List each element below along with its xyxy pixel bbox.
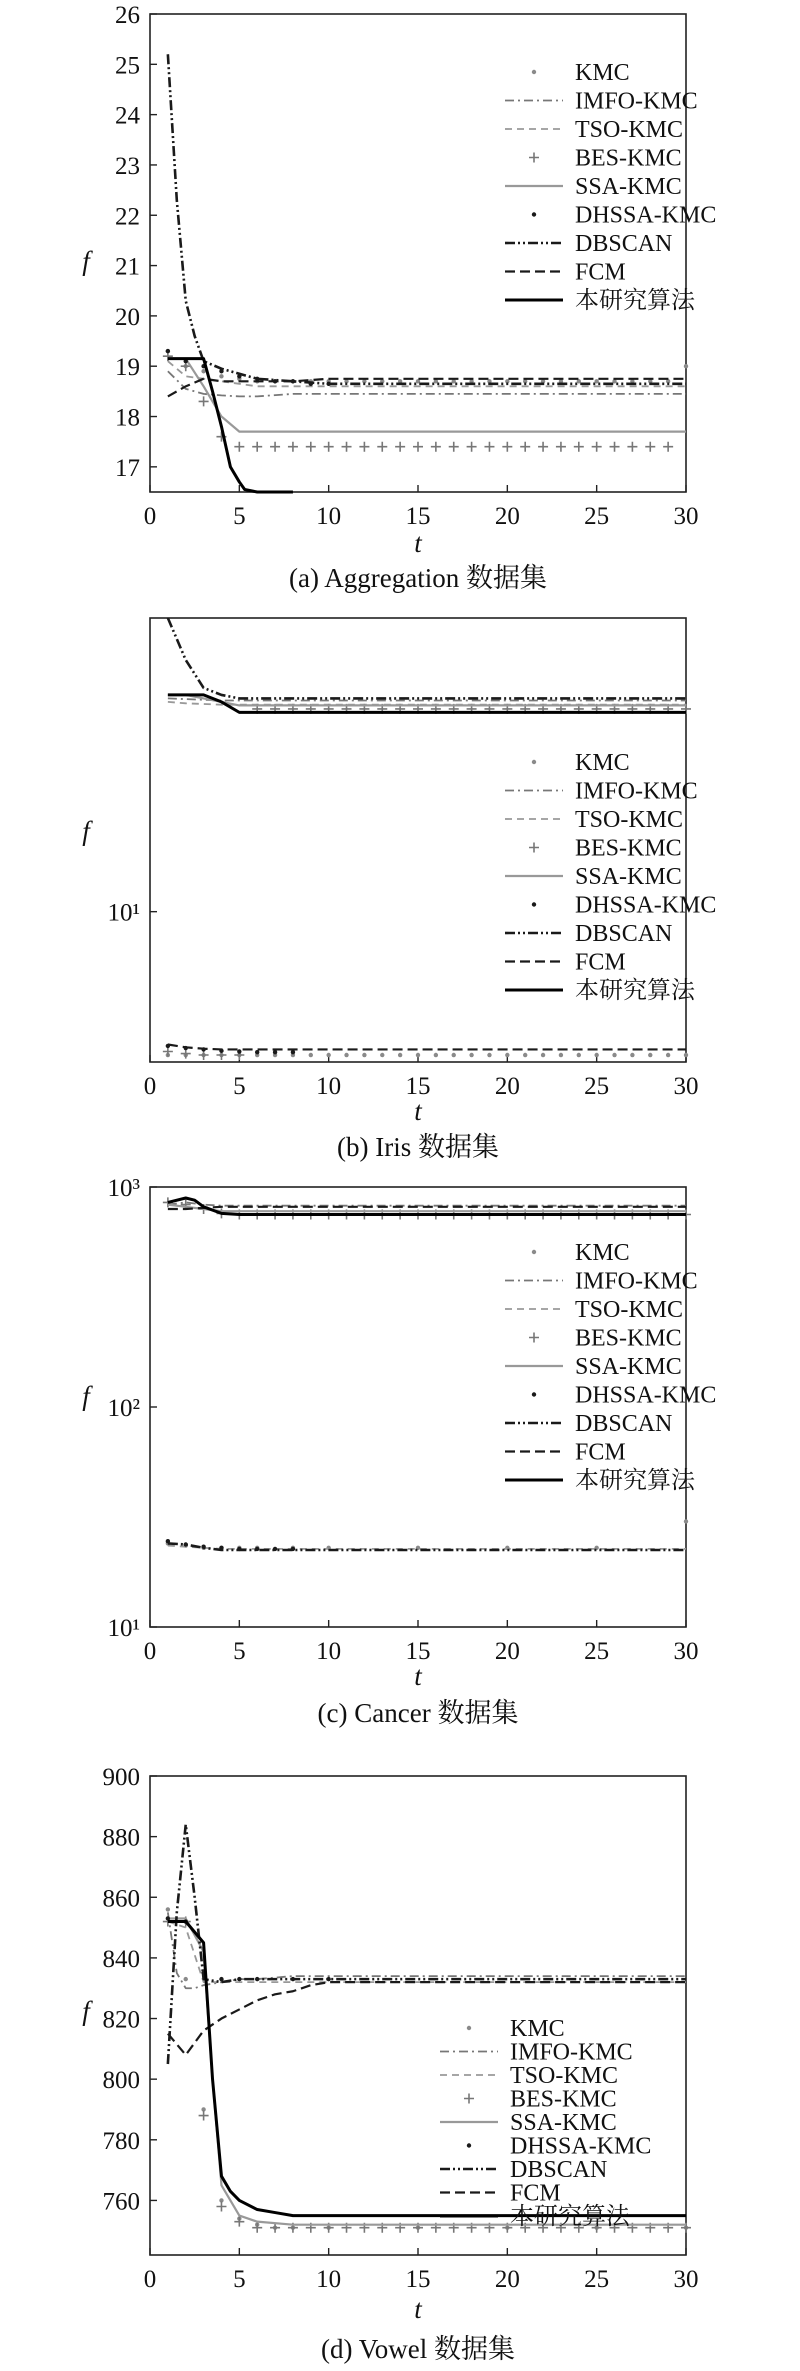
- data-point-bes-kmc: [216, 2201, 226, 2211]
- legend-label: FCM: [575, 259, 626, 286]
- series-kmc: [166, 1519, 689, 1550]
- series-line-tso-kmc: [168, 702, 686, 705]
- y-tick-label: 25: [115, 52, 140, 80]
- legend-label: IMFO-KMC: [510, 2039, 633, 2066]
- data-point-kmc: [434, 1053, 438, 1057]
- x-tick-label: 5: [233, 1638, 246, 1665]
- x-tick-label: 5: [233, 503, 246, 530]
- data-point-kmc: [541, 1053, 545, 1057]
- legend-marker: [532, 70, 536, 74]
- y-tick-label: 22: [115, 203, 140, 231]
- series-imfo-kmc: [168, 1912, 686, 1988]
- x-tick-label: 25: [584, 1638, 610, 1665]
- x-tick-label: 10: [316, 2266, 342, 2293]
- data-point-dhssa-kmc: [237, 1049, 241, 1053]
- x-tick-label: 30: [673, 2266, 699, 2293]
- x-axis-label: t: [414, 1661, 422, 1691]
- legend-item-imfo-kmc: [505, 1269, 698, 1295]
- x-tick-label: 15: [405, 503, 431, 530]
- data-point-bes-kmc: [449, 442, 459, 452]
- y-tick-label: 10¹: [107, 899, 140, 927]
- series-bes-kmc: [163, 1197, 691, 1219]
- legend-item-kmc: [467, 2016, 565, 2042]
- data-point-kmc: [577, 1053, 581, 1057]
- data-point-bes-kmc: [306, 442, 316, 452]
- legend-marker: [467, 2026, 471, 2030]
- legend-item-tso-kmc: [505, 117, 683, 143]
- legend-label: IMFO-KMC: [575, 778, 698, 805]
- data-point-bes-kmc: [538, 442, 548, 452]
- x-axis-label: t: [414, 2294, 422, 2324]
- legend-item-dhssa-kmc: [532, 203, 717, 229]
- series-line-tso-kmc: [168, 1546, 686, 1549]
- legend-item-dbscan: [440, 2157, 607, 2183]
- data-point-bes-kmc: [324, 442, 334, 452]
- legend-marker: [532, 1250, 536, 1254]
- legend-label: SSA-KMC: [575, 174, 682, 200]
- data-point-dhssa-kmc: [166, 349, 170, 353]
- panel-caption: (b) Iris 数据集: [337, 1132, 499, 1162]
- data-point-dhssa-kmc: [255, 1050, 259, 1054]
- legend-item-fcm: [505, 1440, 626, 1466]
- data-point-kmc: [184, 1977, 188, 1981]
- y-tick-label: 10²: [107, 1395, 140, 1422]
- legend-label: 本研究算法: [575, 288, 695, 314]
- legend-label: KMC: [510, 2016, 565, 2042]
- data-point-bes-kmc: [556, 442, 566, 452]
- y-tick-label: 860: [102, 1885, 140, 1913]
- panel-caption: (c) Cancer 数据集: [317, 1698, 519, 1728]
- x-tick-label: 25: [584, 2266, 610, 2293]
- legend: [440, 2016, 651, 2230]
- data-point-bes-kmc: [199, 2111, 209, 2121]
- legend-item-imfo-kmc: [505, 89, 698, 115]
- x-tick-label: 20: [494, 1638, 520, 1665]
- series-layer: [163, 1825, 691, 2233]
- data-point-kmc: [326, 1053, 330, 1057]
- legend-label: DHSSA-KMC: [510, 2133, 652, 2160]
- data-point-kmc: [505, 1053, 509, 1057]
- legend-item-ssa-kmc: [505, 1354, 682, 1380]
- x-tick-label: 15: [405, 1638, 431, 1665]
- data-point-bes-kmc: [645, 442, 655, 452]
- data-point-kmc: [362, 1053, 366, 1057]
- data-point-bes-kmc: [270, 442, 280, 452]
- x-tick-label: 0: [143, 503, 157, 530]
- legend-item-proposed-algorithm: [505, 1467, 696, 1494]
- legend-label: BES-KMC: [510, 2086, 617, 2113]
- legend-item-dhssa-kmc: [467, 2134, 652, 2160]
- legend-label: 本研究算法: [575, 978, 695, 1004]
- y-tick-label: 880: [102, 1824, 140, 1852]
- data-point-kmc: [166, 1907, 170, 1911]
- series-line-fcm: [168, 1045, 686, 1050]
- legend-item-kmc: [532, 1240, 630, 1266]
- plot-area-border: [150, 1776, 686, 2255]
- data-point-kmc: [648, 1053, 652, 1057]
- legend-item-bes-kmc: [464, 2087, 617, 2113]
- legend-item-proposed-algorithm: [505, 287, 696, 314]
- legend-item-kmc: [532, 60, 630, 86]
- legend-item-bes-kmc: [529, 146, 682, 172]
- data-point-bes-kmc: [413, 442, 423, 452]
- legend-label: DHSSA-KMC: [575, 892, 717, 919]
- y-tick-label: 26: [115, 2, 140, 29]
- data-point-dhssa-kmc: [273, 1050, 277, 1054]
- legend-label: KMC: [575, 1240, 630, 1266]
- legend-label: TSO-KMC: [575, 1297, 684, 1323]
- y-tick-label: 24: [115, 102, 140, 130]
- series-fcm: [168, 1207, 686, 1209]
- series-line-fcm: [168, 1207, 686, 1209]
- series-tso-kmc: [168, 1546, 686, 1549]
- legend-item-ssa-kmc: [505, 174, 682, 200]
- x-tick-label: 20: [494, 1073, 520, 1100]
- y-tick-label: 800: [102, 2067, 140, 2095]
- legend-marker: [464, 2094, 474, 2104]
- legend-label: 本研究算法: [575, 1468, 695, 1494]
- series-imfo-kmc: [168, 1202, 686, 1205]
- series-bes-kmc: [163, 351, 673, 452]
- data-point-kmc: [559, 1053, 563, 1057]
- series-line-dbscan: [168, 1543, 686, 1550]
- legend-item-fcm: [505, 950, 626, 976]
- data-point-bes-kmc: [252, 2223, 262, 2233]
- legend-item-tso-kmc: [505, 1297, 683, 1323]
- legend-label: KMC: [575, 60, 630, 86]
- y-tick-label: 23: [115, 152, 140, 180]
- data-point-bes-kmc: [199, 396, 209, 406]
- x-tick-label: 30: [673, 1073, 699, 1100]
- legend-label: FCM: [575, 1439, 626, 1466]
- legend: [505, 60, 716, 314]
- legend-label: BES-KMC: [575, 835, 682, 862]
- data-point-kmc: [594, 1053, 598, 1057]
- legend-label: 本研究算法: [510, 2204, 630, 2230]
- data-point-bes-kmc: [592, 442, 602, 452]
- y-tick-label: 18: [115, 404, 140, 432]
- legend-item-bes-kmc: [529, 1326, 682, 1352]
- legend-item-ssa-kmc: [440, 2110, 617, 2136]
- data-point-kmc: [487, 1053, 491, 1057]
- data-point-kmc: [523, 1053, 527, 1057]
- data-point-kmc: [684, 1519, 688, 1523]
- data-point-kmc: [666, 1053, 670, 1057]
- x-axis-label: t: [414, 1096, 422, 1126]
- y-tick-label: 10³: [107, 1175, 140, 1202]
- y-tick-label: 760: [102, 2188, 140, 2216]
- y-tick-label: 780: [102, 2127, 140, 2155]
- legend-label: DBSCAN: [575, 231, 673, 257]
- legend-label: SSA-KMC: [510, 2110, 617, 2136]
- data-point-kmc: [469, 1053, 473, 1057]
- data-point-bes-kmc: [610, 442, 620, 452]
- data-point-bes-kmc: [395, 442, 405, 452]
- x-tick-label: 0: [143, 1073, 157, 1100]
- legend-item-bes-kmc: [529, 836, 682, 862]
- legend-item-imfo-kmc: [440, 2040, 633, 2066]
- legend-marker: [529, 153, 539, 163]
- y-tick-label: 820: [102, 2006, 140, 2034]
- data-point-kmc: [416, 1053, 420, 1057]
- data-point-bes-kmc: [520, 442, 530, 452]
- y-axis-label: f: [82, 1996, 90, 2026]
- x-tick-label: 30: [673, 1638, 699, 1665]
- series-dbscan: [168, 618, 686, 698]
- legend-item-kmc: [532, 750, 630, 776]
- data-point-bes-kmc: [484, 442, 494, 452]
- legend-label: BES-KMC: [575, 1325, 682, 1352]
- data-point-bes-kmc: [574, 442, 584, 452]
- legend-item-dbscan: [505, 921, 672, 947]
- data-point-kmc: [219, 374, 223, 378]
- legend: [505, 1240, 716, 1494]
- series-dbscan: [168, 1543, 686, 1550]
- legend-marker: [529, 843, 539, 853]
- legend-item-tso-kmc: [505, 807, 683, 833]
- y-tick-label: 21: [115, 253, 140, 281]
- x-tick-label: 0: [143, 1638, 157, 1665]
- series-line-ssa-kmc: [168, 359, 686, 432]
- data-point-kmc: [398, 1053, 402, 1057]
- legend-marker: [532, 212, 536, 216]
- legend-item-fcm: [440, 2181, 561, 2207]
- legend-marker: [529, 1333, 539, 1343]
- series-line-imfo-kmc: [168, 1202, 686, 1205]
- data-point-bes-kmc: [663, 442, 673, 452]
- legend-marker: [532, 760, 536, 764]
- series-line-tso-kmc: [168, 1922, 686, 1983]
- y-axis-label: f: [82, 246, 90, 276]
- x-tick-label: 5: [233, 2266, 246, 2293]
- legend-label: FCM: [510, 2180, 561, 2207]
- data-point-bes-kmc: [359, 442, 369, 452]
- legend-item-dhssa-kmc: [532, 1383, 717, 1409]
- series-dbscan: [168, 1825, 686, 2065]
- data-point-bes-kmc: [467, 442, 477, 452]
- data-point-dhssa-kmc: [291, 1050, 295, 1054]
- x-tick-label: 20: [494, 503, 520, 530]
- legend-marker: [532, 1392, 536, 1396]
- legend-item-dbscan: [505, 231, 672, 257]
- data-point-kmc: [452, 1053, 456, 1057]
- data-point-kmc: [630, 1053, 634, 1057]
- y-tick-label: 20: [115, 303, 140, 331]
- y-tick-label: 17: [115, 454, 140, 482]
- x-tick-label: 15: [405, 1073, 431, 1100]
- legend-label: TSO-KMC: [510, 2063, 619, 2089]
- data-point-kmc: [380, 1053, 384, 1057]
- data-point-kmc: [309, 1053, 313, 1057]
- legend-label: FCM: [575, 949, 626, 976]
- legend-item-dhssa-kmc: [532, 893, 717, 919]
- x-tick-label: 10: [316, 1073, 342, 1100]
- legend-label: DBSCAN: [510, 2157, 608, 2183]
- panel-caption: (d) Vowel 数据集: [321, 2334, 515, 2364]
- legend: [505, 750, 716, 1004]
- series-ssa-kmc: [168, 359, 686, 432]
- legend-item-ssa-kmc: [505, 864, 682, 890]
- data-point-bes-kmc: [342, 442, 352, 452]
- series-line-dbscan: [168, 1825, 686, 2065]
- data-point-kmc: [684, 364, 688, 368]
- legend-item-imfo-kmc: [505, 779, 698, 805]
- y-tick-label: 19: [115, 354, 140, 382]
- legend-item-dbscan: [505, 1411, 672, 1437]
- y-tick-label: 10¹: [107, 1615, 140, 1642]
- legend-label: DBSCAN: [575, 921, 673, 947]
- x-tick-label: 30: [673, 503, 699, 530]
- x-tick-label: 20: [494, 2266, 520, 2293]
- data-point-kmc: [684, 1053, 688, 1057]
- legend-item-fcm: [505, 260, 626, 286]
- legend-label: SSA-KMC: [575, 864, 682, 890]
- x-tick-label: 25: [584, 1073, 610, 1100]
- y-tick-label: 840: [102, 1945, 140, 1973]
- legend-marker: [532, 902, 536, 906]
- legend-item-proposed-algorithm: [505, 977, 696, 1004]
- legend-label: IMFO-KMC: [575, 1268, 698, 1295]
- data-point-bes-kmc: [377, 442, 387, 452]
- x-tick-label: 25: [584, 503, 610, 530]
- data-point-bes-kmc: [627, 442, 637, 452]
- legend-label: DBSCAN: [575, 1411, 673, 1437]
- series-line-imfo-kmc: [168, 1912, 686, 1988]
- legend-label: IMFO-KMC: [575, 88, 698, 115]
- chart-panel-iris: [82, 618, 716, 1162]
- chart-panel-aggregation: [82, 2, 716, 593]
- chart-panel-vowel: [82, 1764, 698, 2364]
- data-point-bes-kmc: [431, 442, 441, 452]
- data-point-bes-kmc: [234, 2217, 244, 2227]
- data-point-bes-kmc: [234, 442, 244, 452]
- legend-label: SSA-KMC: [575, 1354, 682, 1380]
- y-tick-label: 900: [102, 1764, 140, 1791]
- x-tick-label: 10: [316, 503, 342, 530]
- data-point-bes-kmc: [502, 442, 512, 452]
- y-axis-label: f: [82, 1381, 90, 1411]
- x-tick-label: 5: [233, 1073, 246, 1100]
- data-point-bes-kmc: [288, 442, 298, 452]
- series-line-dbscan: [168, 618, 686, 698]
- legend-marker: [467, 2143, 471, 2147]
- y-axis-label: f: [82, 816, 90, 846]
- series-tso-kmc: [168, 702, 686, 705]
- x-tick-label: 15: [405, 2266, 431, 2293]
- series-tso-kmc: [168, 1922, 686, 1983]
- legend-label: BES-KMC: [575, 145, 682, 172]
- x-axis-label: t: [414, 528, 422, 558]
- legend-item-tso-kmc: [440, 2063, 618, 2089]
- x-tick-label: 10: [316, 1638, 342, 1665]
- legend-label: TSO-KMC: [575, 117, 684, 143]
- legend-label: TSO-KMC: [575, 807, 684, 833]
- data-point-kmc: [612, 1053, 616, 1057]
- chart-panel-cancer: [82, 1175, 716, 1728]
- legend-item-proposed-algorithm: [440, 2203, 631, 2230]
- data-point-bes-kmc: [252, 442, 262, 452]
- x-tick-label: 0: [143, 2266, 157, 2293]
- legend-label: DHSSA-KMC: [575, 1382, 717, 1409]
- data-point-kmc: [344, 1053, 348, 1057]
- series-fcm: [168, 1045, 686, 1050]
- legend-label: DHSSA-KMC: [575, 202, 717, 229]
- legend-label: KMC: [575, 750, 630, 776]
- panel-caption: (a) Aggregation 数据集: [289, 563, 547, 593]
